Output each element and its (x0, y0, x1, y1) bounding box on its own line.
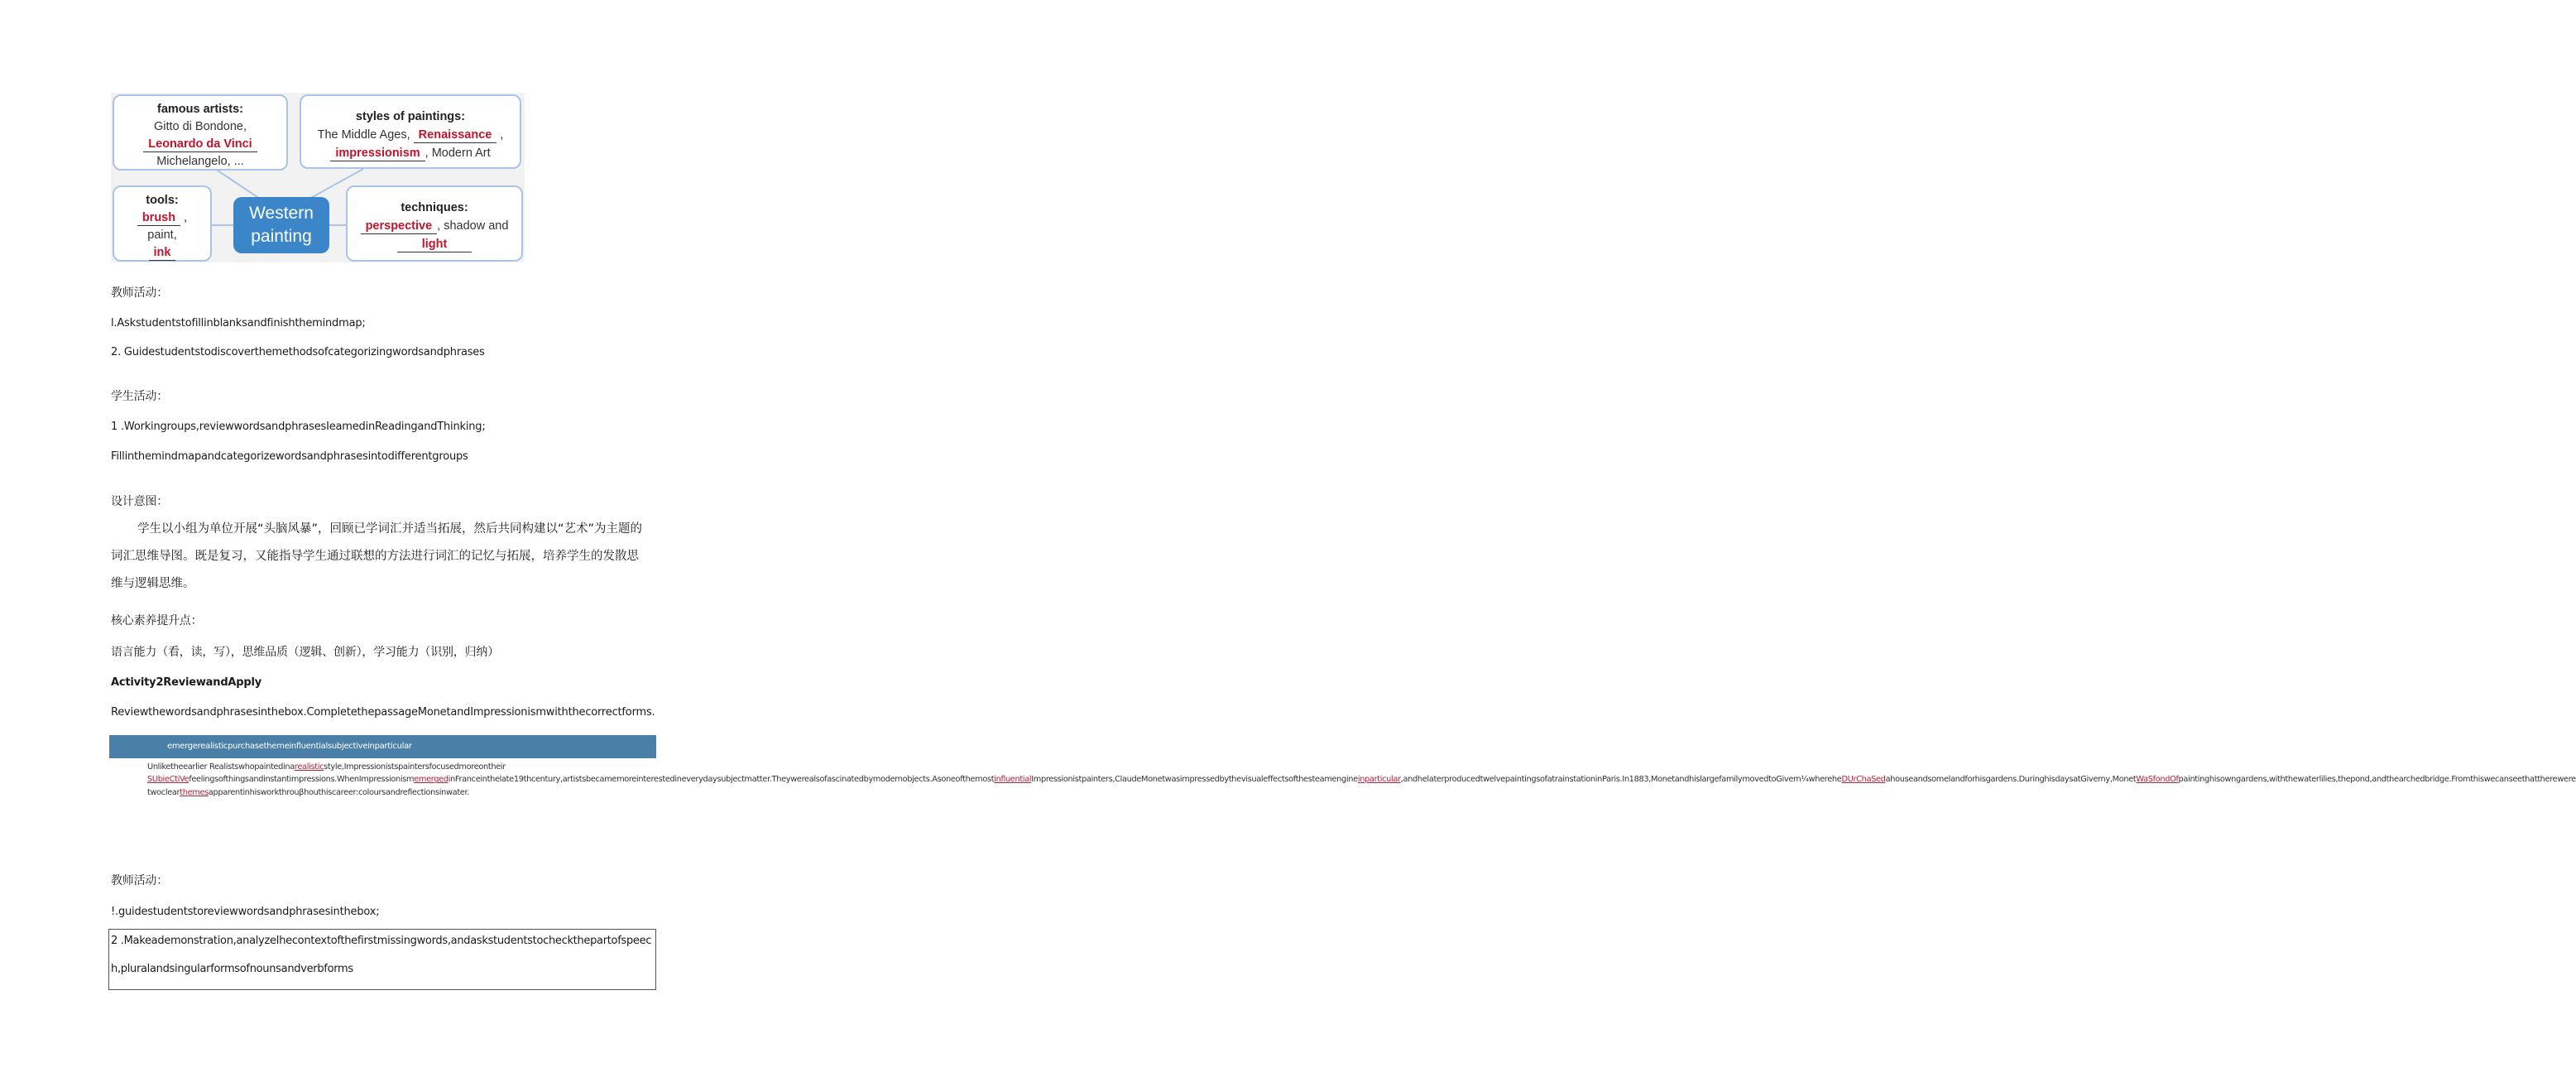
tools-answer1: brush (137, 210, 180, 226)
core-literacy-text: 语言能力（看，读，写），思维品质（逻辑、创新），学习能力（识别，归纳） (111, 646, 499, 659)
passage-text: paintinghisowngardens,withthewaterlilies,thepond,andthearchedbridge.Fromthiswecanseethattherewere twoclear (147, 775, 2576, 797)
techniques-answer2: light (397, 237, 473, 252)
teacher2-item-2-box (108, 929, 656, 990)
styles-answer2: impressionism (330, 146, 425, 161)
answer-word: emerged (414, 775, 449, 785)
techniques-node (346, 185, 523, 262)
artists-answer: Leonardo da Vinci (143, 137, 257, 152)
styles-suffix: , Modern Art (425, 147, 491, 160)
styles-node: styles of paintings: The Middle Ages, Renaissance , impressionism , Modern Art (300, 94, 521, 169)
teacher2-item-2b: h,pluralandsingularformsofnounsandverbforms (111, 963, 353, 975)
passage-text: ahouseandsomelandforhisgardens.DuringhisdaysatGiverny,Monet (1885, 775, 2137, 785)
activity2-instruction: Reviewthewordsandphrasesinthebox.CompletethepassageMonetandImpressionismwiththecorrectforms. (111, 706, 655, 719)
center-line2: painting (251, 227, 312, 246)
tools-answer2: ink (149, 245, 176, 261)
passage-text: Unliketheearlier Realistswhopaintedina (147, 762, 295, 772)
techniques-heading: techniques: (401, 201, 468, 214)
mindmap-center (233, 197, 329, 253)
answer-word: influential (994, 775, 1032, 785)
styles-answer1: Renaissance (414, 127, 497, 143)
teacher-activity-label: 教师活动： (111, 286, 168, 300)
core-literacy-label: 核心素养提升点： (111, 614, 203, 627)
design-intent-text: 学生以小组为单位开展“头脑风暴”，回顾已学词汇并适当拓展，然后共同构建以“艺术”为主题的词汇思维导图。既是复习，又能指导学生通过联想的方法进行词汇的记忆与拓展，培养学生的发散思维与逻辑思维。 (111, 522, 643, 590)
teacher2-item-1: !.guidestudentstoreviewwordsandphrasesinthebox; (111, 906, 380, 918)
mind-map-figure (111, 93, 525, 262)
teacher-item-2: 2. Guidestudentstodiscoverthemethodsofcategorizingwordsandphrases (111, 346, 485, 358)
answer-word: realistic (294, 762, 324, 772)
passage-text: Impressionistpainters,ClaudeMonetwasimpressedbythevisualeffectsofthesteamengine (1031, 775, 1358, 785)
artists-heading: famous artists: (157, 103, 243, 116)
artists-line3: Michelangelo, ... (156, 155, 244, 168)
student-item-1: 1 .Workingroups,reviewwordsandphrasesIeamedinReadingandThinking; (111, 421, 486, 433)
design-intent-label: 设计意图： (111, 495, 168, 508)
student-activity-label: 学生活动： (111, 390, 168, 403)
styles-heading: styles of paintings: (355, 110, 466, 123)
teacher2-item-2a: 2 .Makeademonstration,analyzeIhecontextofthefirstmissingwords,andaskstudentstocheckthepartofspeec (111, 935, 652, 947)
artists-line1: Gitto di Bondone, (153, 120, 247, 133)
techniques-suffix: , shadow and (437, 219, 509, 233)
activity2-title: Activity2ReviewandApply (111, 676, 262, 689)
answer-word: WaSfondOf (2136, 775, 2179, 785)
answer-word: SUbieCtiVe (147, 775, 189, 785)
passage-text: style,Impressionistspaintersfocusedmoreontheir (324, 762, 506, 772)
artists-node (113, 94, 288, 171)
answer-word: themes (180, 787, 209, 797)
passage-text: apparentinhisworkthrouβhouthiscareer:coloursandreflectionsinwater. (208, 787, 470, 797)
passage-text: feelingsofthingsandinstantimpressions.WhenImpressionism (189, 775, 415, 785)
techniques-answer1: perspective (361, 219, 438, 234)
tools-heading: tools: (146, 194, 179, 207)
answer-word: DUrChaSed (1841, 775, 1886, 785)
tools-node: tools: brush , paint, ink (113, 185, 212, 262)
tools-line2: paint, (147, 228, 177, 242)
passage-text: inFranceinthelate19thcentury,artistsbecamemoreinterestedineverydaysubjectmatter.Theywerealsofascinatedbymodernobjects.Asoneofthemost (448, 775, 995, 785)
teacher-item-1: l.Askstudentstofillinblanksandfinishthemindmap; (111, 317, 366, 329)
passage-text: ,andhelaterproducedtwelvepaintingsofatrainstationinParis.In1883,MonetandhislargefamilymovedtoGivern¼wherehe (1400, 775, 1842, 785)
answer-word: inparticular (1357, 775, 1401, 785)
center-line1: Western (249, 204, 314, 223)
teacher-activity-2-label: 教师活动： (111, 874, 168, 887)
styles-prefix: The Middle Ages, (317, 128, 410, 142)
passage (147, 761, 2576, 799)
student-item-2: Fillinthemindmapandcategorizewordsandphrasesintodifferentgroups (111, 450, 468, 463)
word-box: emergerealisticpurchasethemeinfluentialsubjectiveinparticular (109, 735, 656, 758)
